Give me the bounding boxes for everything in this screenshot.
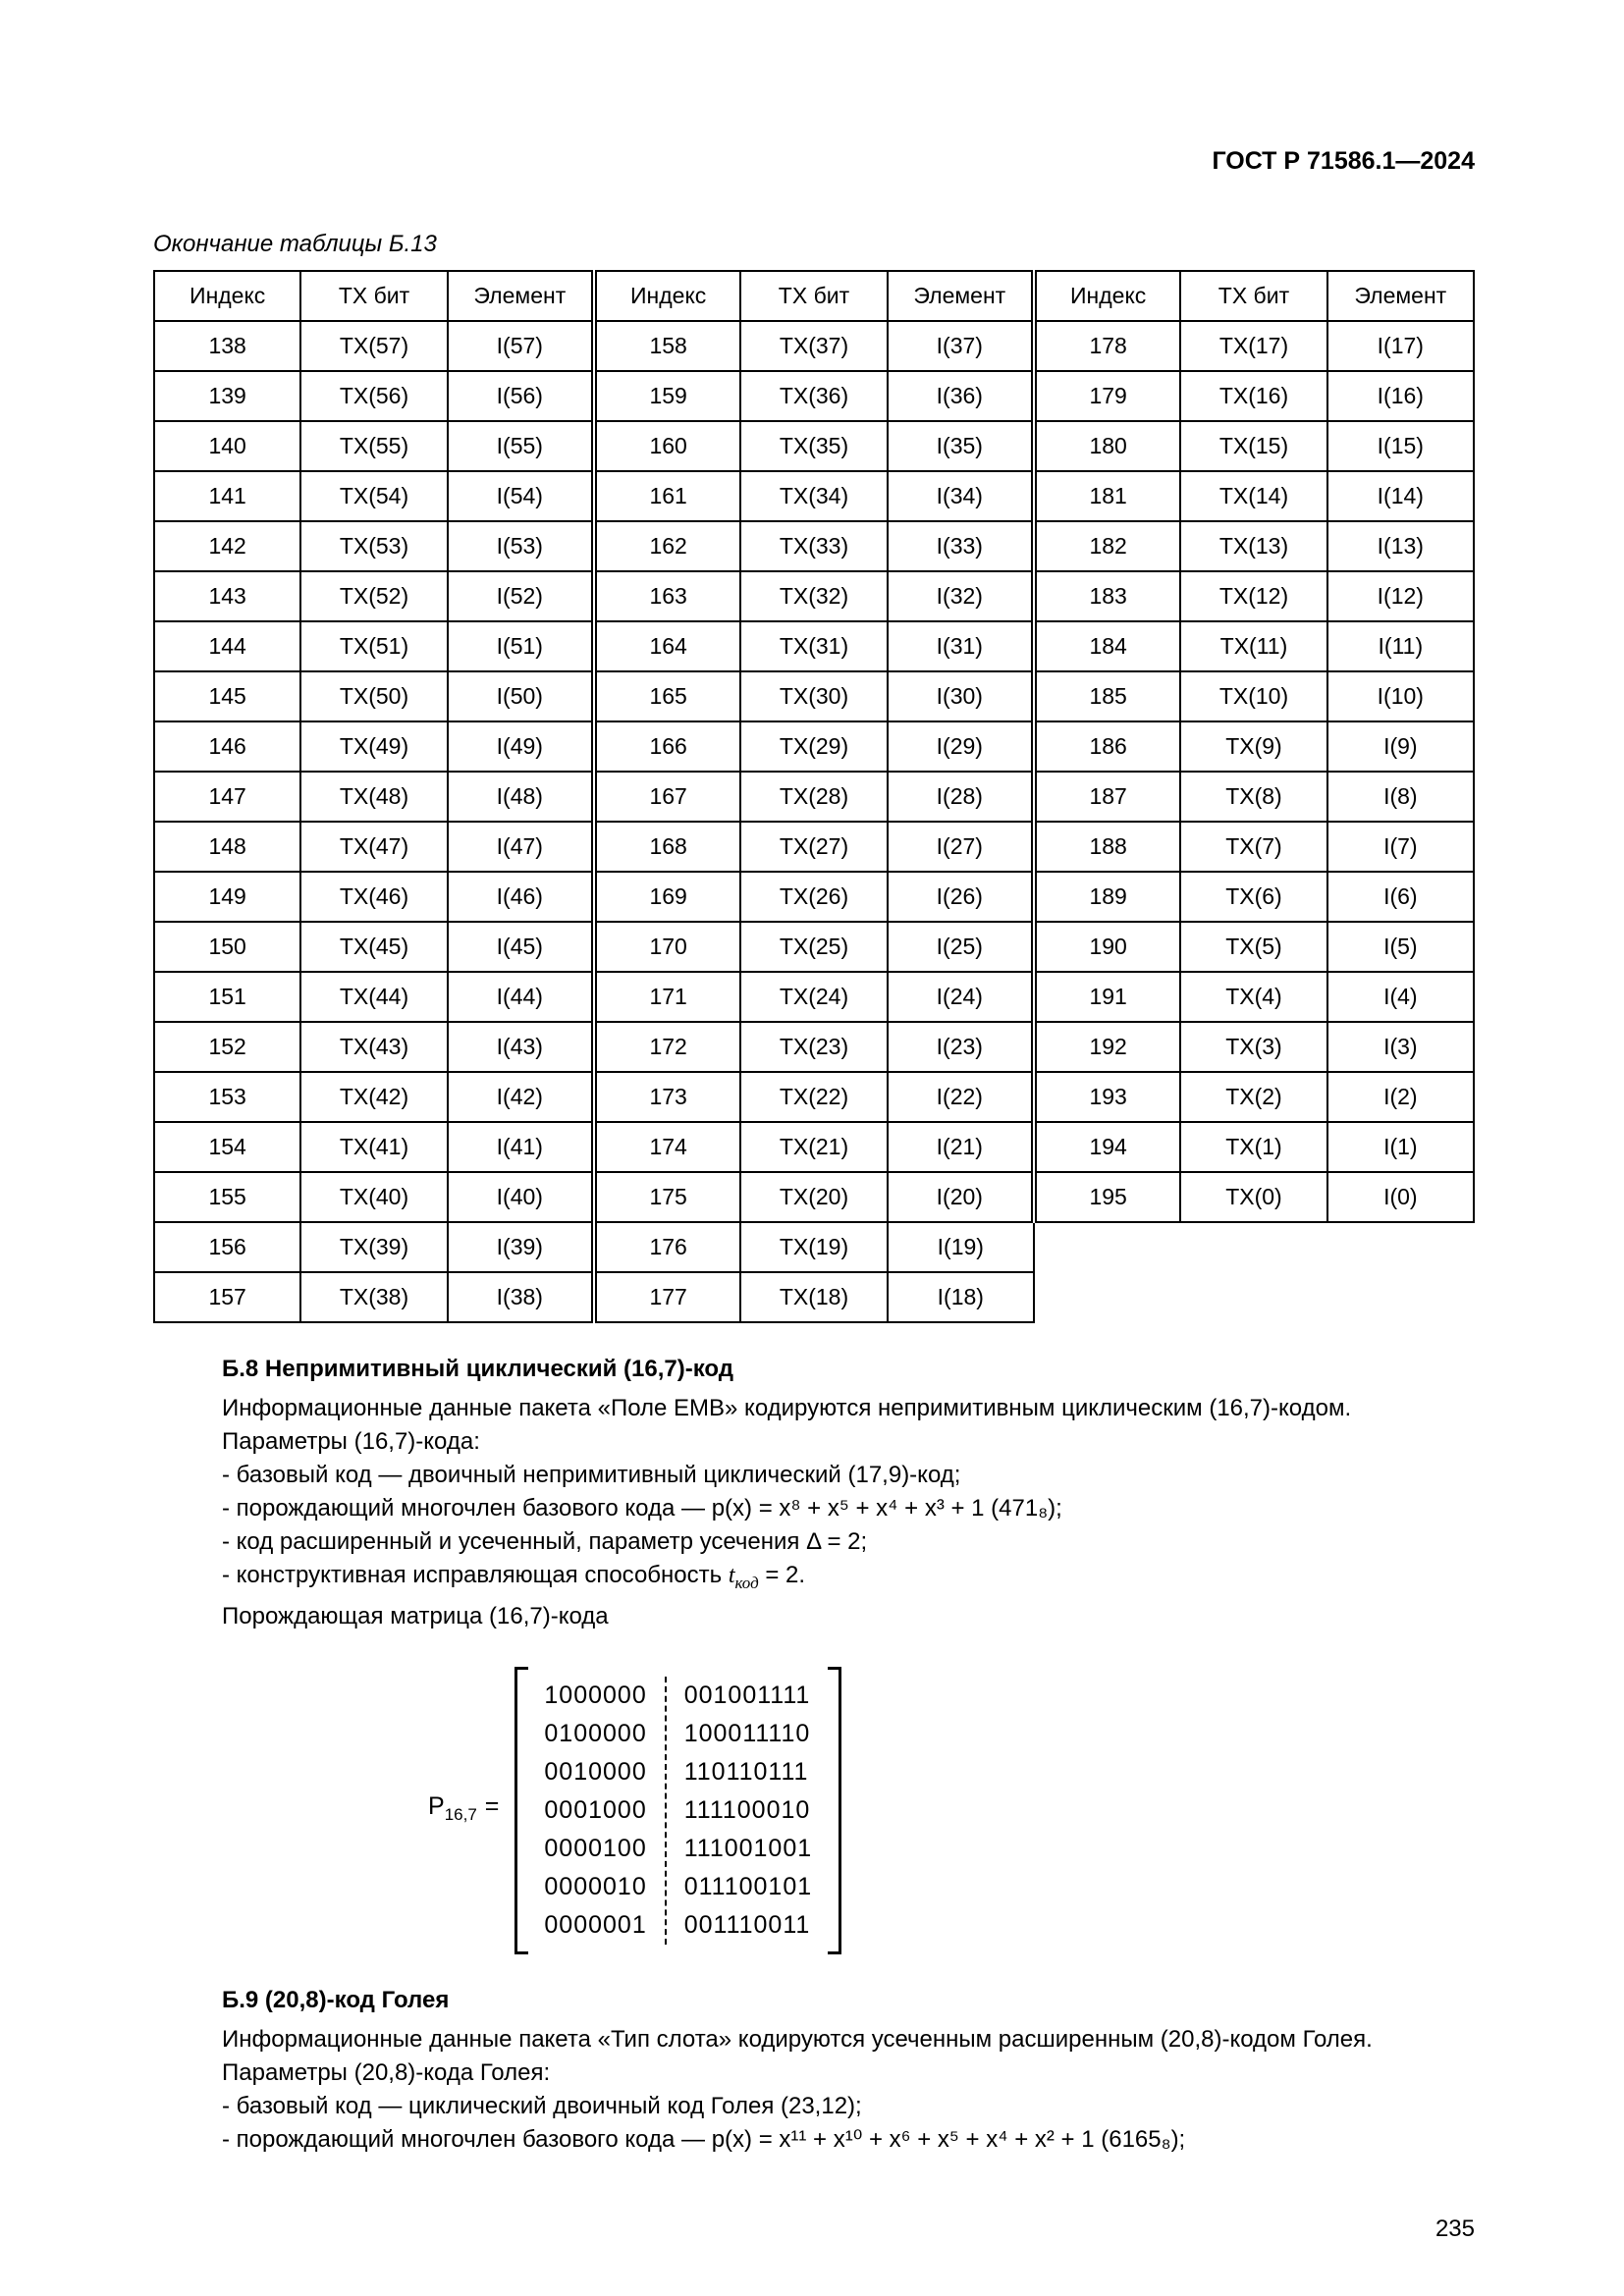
column-header: ТХ бит — [740, 271, 887, 321]
table-row — [154, 1072, 1474, 1122]
table-cell: I(0) — [1327, 1172, 1474, 1222]
matrix-row-value: 0000100 — [544, 1834, 647, 1862]
table-cell: I(53) — [448, 521, 594, 571]
matrix-row-value: 011100101 — [683, 1872, 813, 1900]
table-cell: 191 — [1034, 972, 1180, 1022]
table-cell: TX(10) — [1180, 671, 1326, 721]
table-cell: 139 — [154, 371, 300, 421]
table-row — [154, 671, 1474, 721]
table-cell: TX(40) — [300, 1172, 447, 1222]
column-header: Индекс — [154, 271, 300, 321]
math-subscript: код — [734, 1573, 759, 1592]
table-cell: I(31) — [888, 621, 1034, 671]
table-cell: TX(54) — [300, 471, 447, 521]
table-cell: 144 — [154, 621, 300, 671]
table-cell: 186 — [1034, 721, 1180, 772]
table-cell: TX(42) — [300, 1072, 447, 1122]
table-cell: TX(55) — [300, 421, 447, 471]
table-cell: 143 — [154, 571, 300, 621]
table-cell: 171 — [594, 972, 740, 1022]
table-cell: 142 — [154, 521, 300, 571]
matrix-row-value: 111100010 — [683, 1795, 811, 1824]
table-row — [154, 471, 1474, 521]
table-row — [154, 1122, 1474, 1172]
table-cell: TX(37) — [740, 321, 887, 371]
table-cell: 169 — [594, 872, 740, 922]
table-cell: TX(23) — [740, 1022, 887, 1072]
table-cell: I(42) — [448, 1072, 594, 1122]
list-item-text: = 2. — [758, 1562, 806, 1588]
table-cell: 176 — [594, 1222, 740, 1272]
table-cell: I(38) — [448, 1272, 594, 1322]
table-cell: I(50) — [448, 671, 594, 721]
table-row — [154, 371, 1474, 421]
empty-cell — [1180, 1222, 1326, 1272]
table-row — [154, 1222, 1474, 1272]
table-cell: 177 — [594, 1272, 740, 1322]
equals-sign: = — [484, 1791, 500, 1820]
table-cell: I(35) — [888, 421, 1034, 471]
table-cell: 181 — [1034, 471, 1180, 521]
column-header: ТХ бит — [1180, 271, 1326, 321]
table-cell: TX(49) — [300, 721, 447, 772]
table-cell: 138 — [154, 321, 300, 371]
table-cell: 187 — [1034, 772, 1180, 822]
math-variable: t — [728, 1563, 735, 1588]
table-cell: 193 — [1034, 1072, 1180, 1122]
table-cell: TX(18) — [740, 1272, 887, 1322]
table-cell: TX(9) — [1180, 721, 1326, 772]
table-row — [154, 721, 1474, 772]
table-cell: I(49) — [448, 721, 594, 772]
table-row — [154, 1172, 1474, 1222]
table-cell: 154 — [154, 1122, 300, 1172]
table-cell: TX(5) — [1180, 922, 1326, 972]
table-cell: I(11) — [1327, 621, 1474, 671]
empty-cell — [1034, 1272, 1180, 1322]
table-cell: I(12) — [1327, 571, 1474, 621]
list-item: - порождающий многочлен базового кода — p(x) = x⁸ + x⁵ + x⁴ + x³ + 1 (471₈); — [222, 1495, 1062, 1522]
table-cell: TX(57) — [300, 321, 447, 371]
table-cell: I(21) — [888, 1122, 1034, 1172]
list-item: - базовый код — циклический двоичный код Голея (23,12); — [222, 2092, 862, 2119]
column-header: ТХ бит — [300, 271, 447, 321]
column-header: Индекс — [594, 271, 740, 321]
section-b8-title: Б.8 Непримитивный циклический (16,7)-код — [222, 1356, 733, 1382]
matrix-row-value: 0100000 — [544, 1719, 647, 1747]
table-cell: I(32) — [888, 571, 1034, 621]
matrix-row-value: 0000001 — [544, 1910, 647, 1939]
table-cell: 152 — [154, 1022, 300, 1072]
table-cell: 182 — [1034, 521, 1180, 571]
table-cell: TX(27) — [740, 822, 887, 872]
table-cell: I(44) — [448, 972, 594, 1022]
table-row — [154, 571, 1474, 621]
table-cell: TX(30) — [740, 671, 887, 721]
matrix-bracket-left — [514, 1667, 528, 1954]
table-cell: I(33) — [888, 521, 1034, 571]
table-row — [154, 1272, 1474, 1322]
table-cell: I(6) — [1327, 872, 1474, 922]
table-b13 — [153, 270, 1475, 1323]
table-cell: 180 — [1034, 421, 1180, 471]
matrix-label — [428, 1789, 499, 1832]
table-cell: TX(35) — [740, 421, 887, 471]
table-cell: TX(2) — [1180, 1072, 1326, 1122]
matrix-label-base: P — [428, 1791, 445, 1820]
table-cell: 159 — [594, 371, 740, 421]
column-header: Элемент — [448, 271, 594, 321]
table-cell: 166 — [594, 721, 740, 772]
table-cell: 155 — [154, 1172, 300, 1222]
table-cell: 146 — [154, 721, 300, 772]
table-cell: I(57) — [448, 321, 594, 371]
matrix-row-value: 100011110 — [683, 1719, 811, 1747]
table-cell: I(20) — [888, 1172, 1034, 1222]
matrix-column-divider — [665, 1677, 667, 1945]
matrix-row-value: 001110011 — [683, 1910, 811, 1939]
table-cell: 141 — [154, 471, 300, 521]
table-cell: TX(41) — [300, 1122, 447, 1172]
matrix-row-value: 1000000 — [544, 1681, 647, 1709]
table-row — [154, 822, 1474, 872]
table-cell: I(54) — [448, 471, 594, 521]
table-row — [154, 922, 1474, 972]
table-cell: TX(4) — [1180, 972, 1326, 1022]
table-cell: I(51) — [448, 621, 594, 671]
table-cell: TX(50) — [300, 671, 447, 721]
table-cell: 188 — [1034, 822, 1180, 872]
matrix-label-subscript: 16,7 — [444, 1804, 477, 1824]
table-cell: 167 — [594, 772, 740, 822]
table-cell: I(47) — [448, 822, 594, 872]
table-cell: 147 — [154, 772, 300, 822]
table-header-row — [154, 271, 1474, 321]
matrix-row-value: 110110111 — [683, 1757, 809, 1786]
table-cell: 195 — [1034, 1172, 1180, 1222]
table-cell: TX(51) — [300, 621, 447, 671]
table-cell: 183 — [1034, 571, 1180, 621]
matrix-bracket-right — [828, 1667, 841, 1954]
table-cell: 162 — [594, 521, 740, 571]
table-cell: 168 — [594, 822, 740, 872]
matrix-row-value: 0000010 — [544, 1872, 647, 1900]
matrix-row-value: 001001111 — [683, 1681, 811, 1709]
table-cell: I(37) — [888, 321, 1034, 371]
table-cell: 174 — [594, 1122, 740, 1172]
table-cell: 149 — [154, 872, 300, 922]
table-cell: 160 — [594, 421, 740, 471]
table-cell: TX(7) — [1180, 822, 1326, 872]
table-cell: TX(11) — [1180, 621, 1326, 671]
table-row — [154, 972, 1474, 1022]
table-cell: I(8) — [1327, 772, 1474, 822]
table-head — [154, 271, 1474, 321]
table-cell: I(3) — [1327, 1022, 1474, 1072]
doc-number: ГОСТ Р 71586.1—2024 — [1212, 147, 1475, 175]
table-cell: TX(39) — [300, 1222, 447, 1272]
table-cell: I(10) — [1327, 671, 1474, 721]
section-b9-para1: Информационные данные пакета «Тип слота» кодируются усеченным расширенным (20,8)-кодом Голея. — [222, 2025, 1373, 2053]
table-cell: 194 — [1034, 1122, 1180, 1172]
table-cell: 175 — [594, 1172, 740, 1222]
table-cell: 163 — [594, 571, 740, 621]
table-cell: I(45) — [448, 922, 594, 972]
table-row — [154, 1022, 1474, 1072]
matrix-row-value: 0001000 — [544, 1795, 647, 1824]
table-cell: 192 — [1034, 1022, 1180, 1072]
table-cell: TX(12) — [1180, 571, 1326, 621]
table-row — [154, 421, 1474, 471]
table-row — [154, 521, 1474, 571]
matrix-row-value: 0010000 — [544, 1757, 647, 1786]
table-cell: TX(53) — [300, 521, 447, 571]
table-cell: TX(48) — [300, 772, 447, 822]
table-cell: I(23) — [888, 1022, 1034, 1072]
column-header: Индекс — [1034, 271, 1180, 321]
table-cell: TX(34) — [740, 471, 887, 521]
table-cell: TX(33) — [740, 521, 887, 571]
table-cell: 151 — [154, 972, 300, 1022]
table-row — [154, 872, 1474, 922]
table-cell: I(16) — [1327, 371, 1474, 421]
generator-matrix — [428, 1667, 1475, 1954]
table-cell: I(43) — [448, 1022, 594, 1072]
table-row — [154, 772, 1474, 822]
table-cell: 185 — [1034, 671, 1180, 721]
table-cell: TX(43) — [300, 1022, 447, 1072]
table-cell: 161 — [594, 471, 740, 521]
empty-cell — [1180, 1272, 1326, 1322]
table-cell: I(27) — [888, 822, 1034, 872]
list-item-correcting-capability — [222, 1559, 1475, 1600]
table-cell: TX(19) — [740, 1222, 887, 1272]
table-cell: I(30) — [888, 671, 1034, 721]
table-cell: I(2) — [1327, 1072, 1474, 1122]
table-cell: 184 — [1034, 621, 1180, 671]
table-cell: 190 — [1034, 922, 1180, 972]
table-cell: TX(22) — [740, 1072, 887, 1122]
table-body — [154, 321, 1474, 1322]
table-cell: 157 — [154, 1272, 300, 1322]
table-cell: 148 — [154, 822, 300, 872]
table-cell: 158 — [594, 321, 740, 371]
table-cell: 140 — [154, 421, 300, 471]
table-cell: I(29) — [888, 721, 1034, 772]
table-cell: 145 — [154, 671, 300, 721]
section-b9-para2: Параметры (20,8)-кода Голея: — [222, 2058, 551, 2086]
table-cell: I(22) — [888, 1072, 1034, 1122]
list-item: - базовый код — двоичный непримитивный циклический (17,9)-код; — [222, 1462, 961, 1488]
column-header: Элемент — [1327, 271, 1474, 321]
table-cell: I(46) — [448, 872, 594, 922]
table-cell: TX(1) — [1180, 1122, 1326, 1172]
table-cell: I(19) — [888, 1222, 1034, 1272]
table-cell: I(52) — [448, 571, 594, 621]
table-cell: I(4) — [1327, 972, 1474, 1022]
table-cell: TX(47) — [300, 822, 447, 872]
matrix-parity-column — [684, 1677, 812, 1945]
table-cell: 150 — [154, 922, 300, 972]
list-item: - порождающий многочлен базового кода — p(x) = x¹¹ + x¹⁰ + x⁶ + x⁵ + x⁴ + x² + 1 (6165₈); — [222, 2125, 1186, 2153]
table-cell: I(18) — [888, 1272, 1034, 1322]
table-cell: I(28) — [888, 772, 1034, 822]
table-cell: I(34) — [888, 471, 1034, 521]
table-cell: I(55) — [448, 421, 594, 471]
table-cell: TX(14) — [1180, 471, 1326, 521]
table-cell: I(7) — [1327, 822, 1474, 872]
section-b9 — [222, 1984, 1475, 2157]
table-cell: TX(31) — [740, 621, 887, 671]
table-cell: TX(25) — [740, 922, 887, 972]
table-cell: TX(52) — [300, 571, 447, 621]
table-cell: TX(0) — [1180, 1172, 1326, 1222]
table-cell: TX(56) — [300, 371, 447, 421]
table-row — [154, 321, 1474, 371]
table-cell: TX(17) — [1180, 321, 1326, 371]
table-cell: TX(36) — [740, 371, 887, 421]
table-cell: 153 — [154, 1072, 300, 1122]
table-cell: I(13) — [1327, 521, 1474, 571]
table-cell: TX(45) — [300, 922, 447, 972]
table-cell: TX(3) — [1180, 1022, 1326, 1072]
table-cell: I(41) — [448, 1122, 594, 1172]
table-cell: 164 — [594, 621, 740, 671]
table-cell: TX(15) — [1180, 421, 1326, 471]
table-cell: TX(21) — [740, 1122, 887, 1172]
table-cell: I(25) — [888, 922, 1034, 972]
section-b9-title: Б.9 (20,8)-код Голея — [222, 1986, 450, 2013]
table-cell: TX(20) — [740, 1172, 887, 1222]
table-cell: I(48) — [448, 772, 594, 822]
table-cell: TX(24) — [740, 972, 887, 1022]
table-cell: 165 — [594, 671, 740, 721]
table-cell: TX(46) — [300, 872, 447, 922]
matrix-row-value: 111001001 — [683, 1834, 813, 1862]
table-cell: TX(32) — [740, 571, 887, 621]
empty-cell — [1034, 1222, 1180, 1272]
table-cell: TX(16) — [1180, 371, 1326, 421]
table-cell: 173 — [594, 1072, 740, 1122]
table-cell: I(9) — [1327, 721, 1474, 772]
table-cell: TX(13) — [1180, 521, 1326, 571]
table-cell: I(14) — [1327, 471, 1474, 521]
section-b8-para2: Параметры (16,7)-кода: — [222, 1428, 480, 1455]
section-b8 — [222, 1353, 1475, 1954]
table-cell: I(40) — [448, 1172, 594, 1222]
table-cell: TX(8) — [1180, 772, 1326, 822]
table-cell: I(56) — [448, 371, 594, 421]
list-item: - код расширенный и усеченный, параметр усечения Δ = 2; — [222, 1528, 868, 1555]
empty-cell — [1327, 1272, 1474, 1322]
table-cell: I(5) — [1327, 922, 1474, 972]
section-b8-para1: Информационные данные пакета «Поле EMB» кодируются непримитивным циклическим (16,7)-кодом. — [222, 1395, 1352, 1421]
table-cell: TX(26) — [740, 872, 887, 922]
table-cell: TX(29) — [740, 721, 887, 772]
table-cell: I(26) — [888, 872, 1034, 922]
table-cell: 179 — [1034, 371, 1180, 421]
table-cell: TX(38) — [300, 1272, 447, 1322]
table-cell: TX(28) — [740, 772, 887, 822]
table-cell: TX(6) — [1180, 872, 1326, 922]
table-cell: I(39) — [448, 1222, 594, 1272]
table-cell: 172 — [594, 1022, 740, 1072]
table-row — [154, 621, 1474, 671]
table-cell: I(24) — [888, 972, 1034, 1022]
table-cell: I(36) — [888, 371, 1034, 421]
table-cell: I(17) — [1327, 321, 1474, 371]
matrix-columns — [528, 1667, 828, 1954]
page-number: 235 — [1435, 2215, 1475, 2242]
table-cell: 178 — [1034, 321, 1180, 371]
table-caption: Окончание таблицы Б.13 — [153, 231, 437, 257]
section-b8-para3: Порождающая матрица (16,7)-кода — [222, 1602, 609, 1629]
column-header: Элемент — [888, 271, 1034, 321]
table-cell: TX(44) — [300, 972, 447, 1022]
table-cell: 170 — [594, 922, 740, 972]
empty-cell — [1327, 1222, 1474, 1272]
table-cell: I(1) — [1327, 1122, 1474, 1172]
table-cell: I(15) — [1327, 421, 1474, 471]
table-cell: 156 — [154, 1222, 300, 1272]
list-item-text: - конструктивная исправляющая способность — [222, 1562, 729, 1588]
matrix-identity-column — [544, 1677, 646, 1945]
table-cell: 189 — [1034, 872, 1180, 922]
